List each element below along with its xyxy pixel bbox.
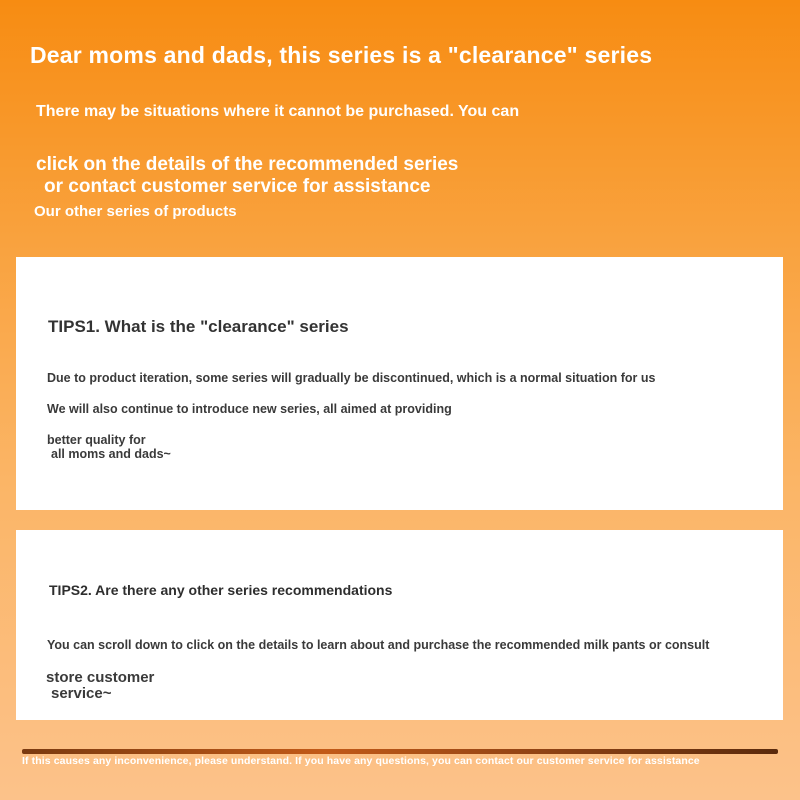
tips2-paragraph-1: You can scroll down to click on the details to learn about and purchase the recommended milk pants or consult [47, 638, 710, 652]
tips1-paragraph-2: We will also continue to introduce new series, all aimed at providing [47, 402, 452, 416]
tips1-paragraph-1: Due to product iteration, some series will gradually be discontinued, which is a normal situation for us [47, 371, 656, 385]
tips2-paragraph-3: service~ [51, 685, 112, 702]
footer-divider [22, 749, 778, 754]
tips2-card [16, 530, 783, 720]
tips1-paragraph-3: better quality for [47, 433, 146, 447]
tips2-title: TIPS2. Are there any other series recommendations [49, 582, 393, 598]
header-title: Dear moms and dads, this series is a "clearance" series [30, 42, 653, 68]
tips1-title: TIPS1. What is the "clearance" series [48, 317, 349, 336]
footer-note: If this causes any inconvenience, please understand. If you have any questions, you can contact our customer service for assistance [22, 755, 700, 767]
header-line-purchase: There may be situations where it cannot be purchased. You can [36, 103, 520, 120]
header-line-other-series: Our other series of products [34, 203, 237, 220]
header-line-details: click on the details of the recommended series [36, 154, 459, 175]
header-line-contact: or contact customer service for assistance [44, 176, 431, 197]
tips1-paragraph-4: all moms and dads~ [51, 447, 171, 461]
tips2-paragraph-2: store customer [46, 669, 155, 686]
tips1-card [16, 257, 783, 510]
